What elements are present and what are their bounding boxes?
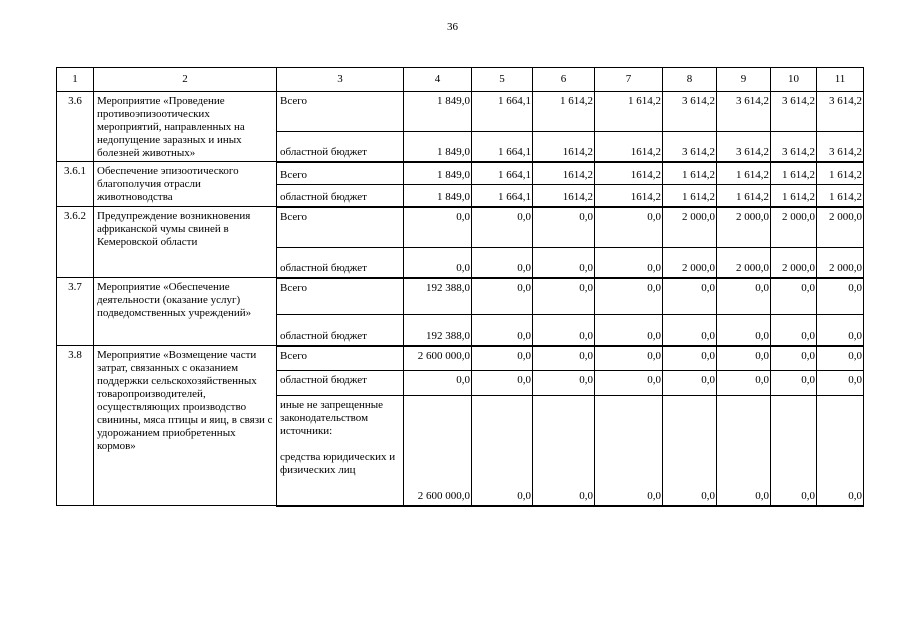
value-cell: 0,0 <box>717 346 771 371</box>
value-cell: 0,0 <box>663 396 717 506</box>
value-cell: 0,0 <box>663 371 717 396</box>
value-cell: 1 849,0 <box>404 162 472 185</box>
funding-source: областной бюджет <box>277 248 404 278</box>
value-cell: 0,0 <box>595 207 663 248</box>
header-cell: 5 <box>472 68 533 92</box>
row-number: 3.6.1 <box>57 162 94 207</box>
value-cell: 3 614,2 <box>717 92 771 132</box>
value-cell: 2 000,0 <box>663 248 717 278</box>
table-row <box>57 278 864 315</box>
header-cell: 2 <box>94 68 277 92</box>
header-cell: 7 <box>595 68 663 92</box>
value-cell: 1 849,0 <box>404 185 472 207</box>
value-cell: 0,0 <box>533 371 595 396</box>
value-cell: 1 614,2 <box>533 92 595 132</box>
value-cell: 1614,2 <box>533 185 595 207</box>
table-row <box>57 346 864 371</box>
value-cell: 0,0 <box>404 371 472 396</box>
value-cell: 0,0 <box>595 248 663 278</box>
funding-source-label: средства юридических и физических лиц <box>280 451 396 476</box>
value-cell: 0,0 <box>817 396 864 506</box>
measure-name: Мероприятие «Возмещение части затрат, связанных с оказанием поддержки сельскохозяйственных товаропроизводителей, осуществляющих производство свинины, мяса птицы и яиц, в связи с удорожанием приобретенных кормов» <box>94 346 277 506</box>
value-cell: 0,0 <box>663 315 717 346</box>
value-cell: 0,0 <box>533 315 595 346</box>
value-cell: 2 000,0 <box>717 207 771 248</box>
funding-source: областной бюджет <box>277 371 404 396</box>
value-cell: 1 664,1 <box>472 185 533 207</box>
value-cell: 192 388,0 <box>404 278 472 315</box>
measure-name: Предупреждение возникновения африканской чумы свиней в Кемеровской области <box>94 207 277 278</box>
value-cell: 0,0 <box>472 315 533 346</box>
value-cell: 3 614,2 <box>771 132 817 162</box>
value-cell: 3 614,2 <box>663 92 717 132</box>
value-cell: 1 614,2 <box>717 162 771 185</box>
value-cell: 0,0 <box>472 371 533 396</box>
value-cell: 0,0 <box>663 346 717 371</box>
budget-table <box>56 67 864 507</box>
value-cell: 0,0 <box>595 346 663 371</box>
value-cell: 3 614,2 <box>771 92 817 132</box>
table-row <box>57 207 864 248</box>
value-cell: 0,0 <box>771 346 817 371</box>
value-cell: 2 600 000,0 <box>404 346 472 371</box>
value-cell: 192 388,0 <box>404 315 472 346</box>
value-cell: 0,0 <box>472 346 533 371</box>
header-cell: 6 <box>533 68 595 92</box>
value-cell: 0,0 <box>717 371 771 396</box>
header-cell: 3 <box>277 68 404 92</box>
value-cell: 3 614,2 <box>717 132 771 162</box>
table-row <box>57 162 864 185</box>
value-cell: 0,0 <box>533 396 595 506</box>
header-cell: 11 <box>817 68 864 92</box>
value-cell: 0,0 <box>595 278 663 315</box>
value-cell: 2 000,0 <box>717 248 771 278</box>
header-cell: 1 <box>57 68 94 92</box>
value-cell: 0,0 <box>717 278 771 315</box>
value-cell: 2 000,0 <box>663 207 717 248</box>
value-cell: 1 614,2 <box>817 162 864 185</box>
header-cell: 8 <box>663 68 717 92</box>
funding-source: Всего <box>277 278 404 315</box>
funding-source: областной бюджет <box>277 315 404 346</box>
value-cell: 1614,2 <box>595 132 663 162</box>
header-cell: 4 <box>404 68 472 92</box>
value-cell: 0,0 <box>404 207 472 248</box>
measure-name: Мероприятие «Обеспечение деятельности (оказание услуг) подведомственных учреждений» <box>94 278 277 346</box>
row-number: 3.6.2 <box>57 207 94 278</box>
table-row <box>57 92 864 132</box>
value-cell: 0,0 <box>663 278 717 315</box>
value-cell: 0,0 <box>533 207 595 248</box>
value-cell: 3 614,2 <box>663 132 717 162</box>
value-cell: 0,0 <box>472 207 533 248</box>
value-cell: 2 600 000,0 <box>404 396 472 506</box>
value-cell: 1 664,1 <box>472 162 533 185</box>
value-cell: 1 614,2 <box>771 185 817 207</box>
value-cell: 0,0 <box>817 315 864 346</box>
value-cell: 0,0 <box>404 248 472 278</box>
value-cell: 0,0 <box>533 278 595 315</box>
page-number: 36 <box>447 21 458 33</box>
funding-source: Всего <box>277 162 404 185</box>
measure-name: Мероприятие «Проведение противоэпизоотических мероприятий, направленных на недопущение заразных и иных болезней животных» <box>94 92 277 162</box>
value-cell: 3 614,2 <box>817 92 864 132</box>
value-cell: 1 614,2 <box>717 185 771 207</box>
value-cell: 0,0 <box>817 346 864 371</box>
value-cell: 0,0 <box>717 315 771 346</box>
value-cell: 3 614,2 <box>817 132 864 162</box>
funding-source: Всего <box>277 207 404 248</box>
value-cell: 0,0 <box>595 315 663 346</box>
value-cell: 0,0 <box>771 315 817 346</box>
value-cell: 0,0 <box>595 396 663 506</box>
value-cell: 1614,2 <box>595 162 663 185</box>
funding-source-heading: иные не запрещенные законодательством источники: <box>280 399 384 437</box>
value-cell: 1 849,0 <box>404 132 472 162</box>
header-cell: 9 <box>717 68 771 92</box>
value-cell: 2 000,0 <box>771 248 817 278</box>
funding-source: Всего <box>277 346 404 371</box>
row-number: 3.7 <box>57 278 94 346</box>
value-cell: 2 000,0 <box>771 207 817 248</box>
value-cell: 1 664,1 <box>472 92 533 132</box>
value-cell: 0,0 <box>533 248 595 278</box>
value-cell: 1614,2 <box>595 185 663 207</box>
value-cell: 0,0 <box>472 248 533 278</box>
value-cell: 0,0 <box>472 396 533 506</box>
value-cell: 1 849,0 <box>404 92 472 132</box>
value-cell: 0,0 <box>771 278 817 315</box>
funding-source: Всего <box>277 92 404 132</box>
value-cell: 0,0 <box>533 346 595 371</box>
value-cell: 2 000,0 <box>817 248 864 278</box>
funding-source: областной бюджет <box>277 132 404 162</box>
row-number: 3.6 <box>57 92 94 162</box>
value-cell: 1 614,2 <box>663 162 717 185</box>
value-cell: 1614,2 <box>533 132 595 162</box>
value-cell: 0,0 <box>771 371 817 396</box>
measure-name: Обеспечение эпизоотического благополучия отрасли животноводства <box>94 162 277 207</box>
value-cell: 1 614,2 <box>595 92 663 132</box>
value-cell: 0,0 <box>472 278 533 315</box>
value-cell: 0,0 <box>717 396 771 506</box>
value-cell: 0,0 <box>817 371 864 396</box>
value-cell: 1 614,2 <box>663 185 717 207</box>
value-cell: 1 664,1 <box>472 132 533 162</box>
funding-source: областной бюджет <box>277 185 404 207</box>
value-cell: 0,0 <box>817 278 864 315</box>
header-row <box>57 68 864 92</box>
row-number: 3.8 <box>57 346 94 506</box>
value-cell: 1 614,2 <box>817 185 864 207</box>
value-cell: 1614,2 <box>533 162 595 185</box>
header-cell: 10 <box>771 68 817 92</box>
funding-source <box>277 396 404 506</box>
value-cell: 0,0 <box>771 396 817 506</box>
value-cell: 1 614,2 <box>771 162 817 185</box>
value-cell: 0,0 <box>595 371 663 396</box>
value-cell: 2 000,0 <box>817 207 864 248</box>
